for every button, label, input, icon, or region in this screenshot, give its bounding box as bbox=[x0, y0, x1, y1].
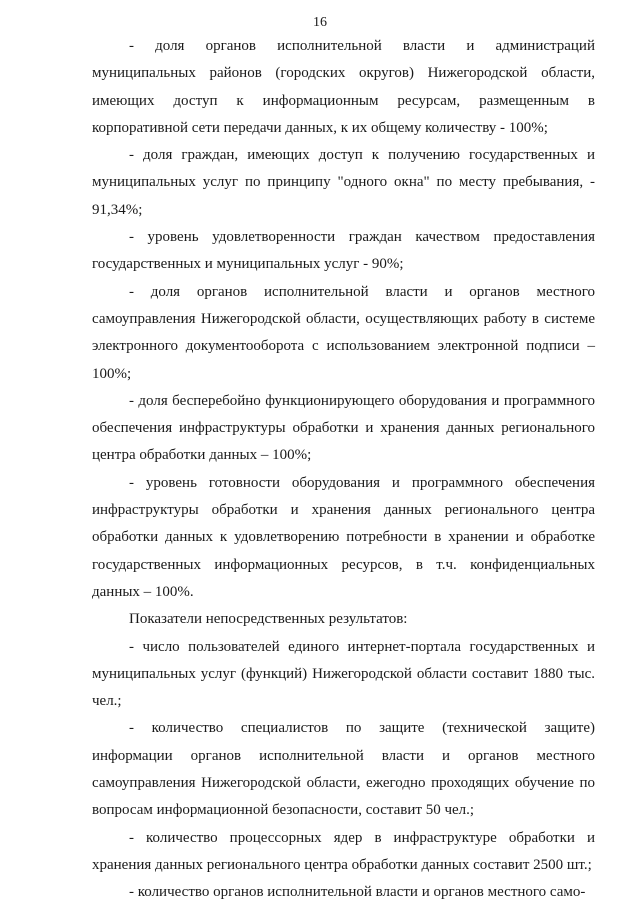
paragraph-indicator-uninterrupted-equipment: - доля бесперебойно функционирующего оборудования и программного обеспечения инфраструктуры обработки и хранения данных регионального центра обработки данных – 100%; bbox=[92, 392, 595, 464]
paragraph-indicator-one-window-access: - доля граждан, имеющих доступ к получению государственных и муниципальных услуг по принципу "одного окна" по месту пребывания, - 91,34%; bbox=[92, 147, 595, 218]
document-body bbox=[92, 33, 595, 907]
paragraph-indicator-electronic-document-flow: - доля органов исполнительной власти и органов местного самоуправления Нижегородской области, осуществляющих работу в системе электронного документооборота с использованием электронной подписи – 100%; bbox=[92, 283, 595, 382]
paragraph-result-authorities-count: - количество органов исполнительной власти и органов местного само- bbox=[129, 884, 586, 901]
paragraph-result-processor-cores: - количество процессорных ядер в инфраструктуре обработки и хранения данных регионального центра обработки данных составит 2500 шт.; bbox=[92, 829, 595, 873]
page-number: 16 bbox=[313, 15, 327, 30]
paragraph-indicator-corporate-network-access: - доля органов исполнительной власти и администраций муниципальных районов (городских округов) Нижегородской области, имеющих доступ к информационным ресурсам, размещенным в корпоративной сети передачи данных, к их общему количеству - 100%; bbox=[92, 38, 595, 136]
paragraph-indicator-equipment-readiness: - уровень готовности оборудования и программного обеспечения инфраструктуры обработки и хранения данных регионального центра обработки данных к удовлетворению потребности в хранении и обработке государственных информационных ресурсов, в т.ч. конфиденциальных данных – 100%. bbox=[92, 474, 595, 600]
paragraph-direct-results-heading: Показатели непосредственных результатов: bbox=[129, 611, 408, 628]
paragraph-result-security-training: - количество специалистов по защите (технической защите) информации органов исполнительной власти и органов местного самоуправления Нижегородской области, ежегодно проходящих обучение по вопросам информационной безопасности, составит 50 чел.; bbox=[92, 720, 595, 819]
paragraph-result-portal-users: - число пользователей единого интернет-портала государственных и муниципальных услуг (функций) Нижегородской области составит 1880 тыс. чел.; bbox=[92, 638, 595, 710]
paragraph-indicator-citizen-satisfaction: - уровень удовлетворенности граждан качеством предоставления государственных и муниципальных услуг - 90%; bbox=[92, 229, 595, 273]
